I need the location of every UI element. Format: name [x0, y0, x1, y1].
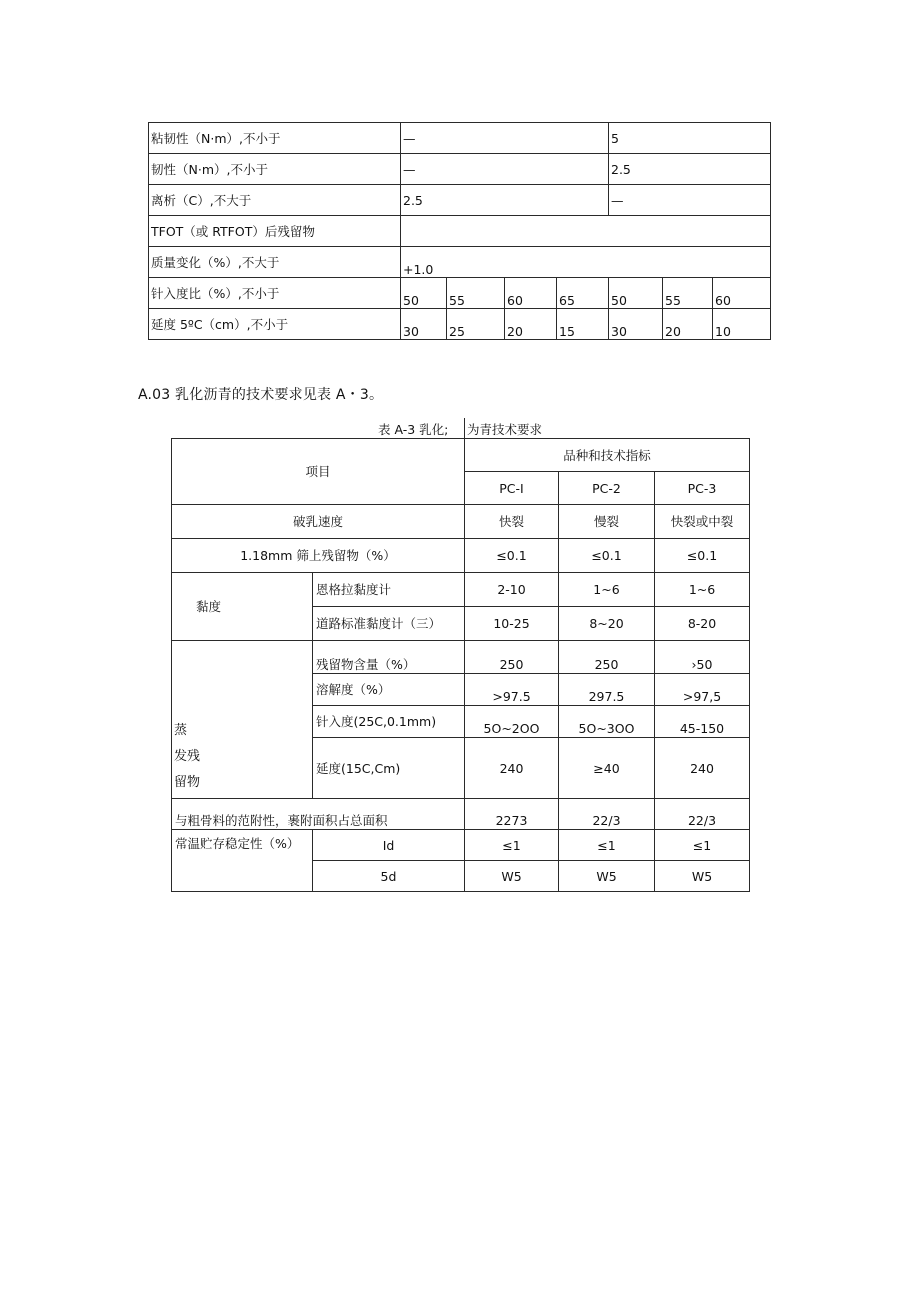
value-cell: 65	[557, 278, 609, 309]
table-row	[172, 830, 750, 861]
value-cell: 30	[609, 309, 663, 340]
row-label: 与粗骨料的范附性，裹附面积占总面积	[172, 799, 465, 830]
table-row	[172, 641, 750, 674]
table-row	[149, 154, 771, 185]
value-cell: 慢裂	[559, 505, 655, 539]
row-label: 5d	[313, 861, 465, 892]
caption-divider	[464, 418, 465, 438]
value-cell: ≤1	[655, 830, 750, 861]
group-label-line: 留物	[174, 775, 201, 790]
section-paragraph: A.03 乳化沥青的技术要求见表 A・3。	[138, 387, 384, 403]
value-cell: 60	[505, 278, 557, 309]
group-label: 黏度	[172, 573, 313, 641]
emulsified-asphalt-table	[171, 438, 750, 892]
group-label-line: 蒸	[174, 723, 188, 738]
row-label: 韧性（N·m）,不小于	[149, 154, 401, 185]
value-cell: 60	[713, 278, 771, 309]
value-cell: ≤0.1	[559, 539, 655, 573]
value-cell: 22/3	[559, 799, 655, 830]
row-label: 延度 5ºC（cm）,不小于	[149, 309, 401, 340]
value-cell: 8~20	[559, 607, 655, 641]
row-label: 针入度(25C,0.1mm)	[313, 706, 465, 738]
table-row	[149, 216, 771, 247]
value-cell: 5	[609, 123, 771, 154]
value-cell: 2-10	[465, 573, 559, 607]
table-row	[149, 278, 771, 309]
table-row	[149, 309, 771, 340]
value-cell: 8-20	[655, 607, 750, 641]
value-cell: 2.5	[609, 154, 771, 185]
value-cell: ≤1	[465, 830, 559, 861]
value-cell: 快裂或中裂	[655, 505, 750, 539]
row-label: 溶解度（%）	[313, 674, 465, 706]
row-label: 1.18mm 筛上残留物（%）	[172, 539, 465, 573]
spec-table-continued	[148, 122, 771, 340]
row-label: 破乳速度	[172, 505, 465, 539]
table-caption-left: 表 A-3 乳化;	[378, 422, 449, 437]
value-cell: 50	[401, 278, 447, 309]
value-cell: 1~6	[655, 573, 750, 607]
table-row	[149, 123, 771, 154]
header-group: 品种和技术指标	[465, 439, 750, 472]
value-cell: 2273	[465, 799, 559, 830]
row-label: TFOT（或 RTFOT）后残留物	[149, 216, 401, 247]
value-cell: 50	[609, 278, 663, 309]
value-cell: 5O~2OO	[465, 706, 559, 738]
value-cell: 297.5	[559, 674, 655, 706]
value-cell: 20	[663, 309, 713, 340]
value-cell: ≥40	[559, 738, 655, 799]
value-cell: +1.0	[401, 247, 771, 278]
row-label: Id	[313, 830, 465, 861]
table-row	[172, 539, 750, 573]
value-cell: 20	[505, 309, 557, 340]
value-cell: W5	[655, 861, 750, 892]
value-cell: 5O~3OO	[559, 706, 655, 738]
row-label: 质量变化（%）,不大于	[149, 247, 401, 278]
group-label	[172, 641, 313, 799]
table-row	[172, 573, 750, 607]
value-cell: 250	[559, 641, 655, 674]
value-cell: 55	[663, 278, 713, 309]
table-caption-right: 为青技术要求	[467, 422, 543, 437]
value-cell: >97,5	[655, 674, 750, 706]
value-cell: ≤0.1	[465, 539, 559, 573]
table-row	[172, 799, 750, 830]
value-cell: ≤1	[559, 830, 655, 861]
row-label: 粘韧性（N·m）,不小于	[149, 123, 401, 154]
empty-cell	[401, 216, 771, 247]
value-cell: >97.5	[465, 674, 559, 706]
group-label-line: 发残	[174, 749, 201, 764]
value-cell: 25	[447, 309, 505, 340]
value-cell: ≤0.1	[655, 539, 750, 573]
value-cell: 55	[447, 278, 505, 309]
value-cell: 快裂	[465, 505, 559, 539]
value-cell: 15	[557, 309, 609, 340]
row-label: 恩格拉黏度计	[313, 573, 465, 607]
header-row	[172, 439, 750, 472]
value-cell: —	[609, 185, 771, 216]
value-cell: 2.5	[401, 185, 609, 216]
row-label: 针入度比（%）,不小于	[149, 278, 401, 309]
value-cell: 22/3	[655, 799, 750, 830]
header-col: PC-3	[655, 472, 750, 505]
value-cell: 30	[401, 309, 447, 340]
header-item: 项目	[172, 439, 465, 505]
row-label: 残留物含量（%）	[313, 641, 465, 674]
row-label: 道路标准黏度计（三）	[313, 607, 465, 641]
value-cell: W5	[465, 861, 559, 892]
table-row	[149, 185, 771, 216]
value-cell: —	[401, 123, 609, 154]
value-cell: 250	[465, 641, 559, 674]
value-cell: ›50	[655, 641, 750, 674]
row-label: 延度(15C,Cm)	[313, 738, 465, 799]
row-label: 离析（C）,不大于	[149, 185, 401, 216]
table-row	[149, 247, 771, 278]
value-cell: 10	[713, 309, 771, 340]
header-col: PC-2	[559, 472, 655, 505]
value-cell: 1~6	[559, 573, 655, 607]
value-cell: 45-150	[655, 706, 750, 738]
value-cell: 10-25	[465, 607, 559, 641]
table-row	[172, 505, 750, 539]
group-label: 常温贮存稳定性（%）	[172, 830, 313, 892]
value-cell: 240	[655, 738, 750, 799]
value-cell: 240	[465, 738, 559, 799]
header-col: PC-I	[465, 472, 559, 505]
value-cell: —	[401, 154, 609, 185]
value-cell: W5	[559, 861, 655, 892]
